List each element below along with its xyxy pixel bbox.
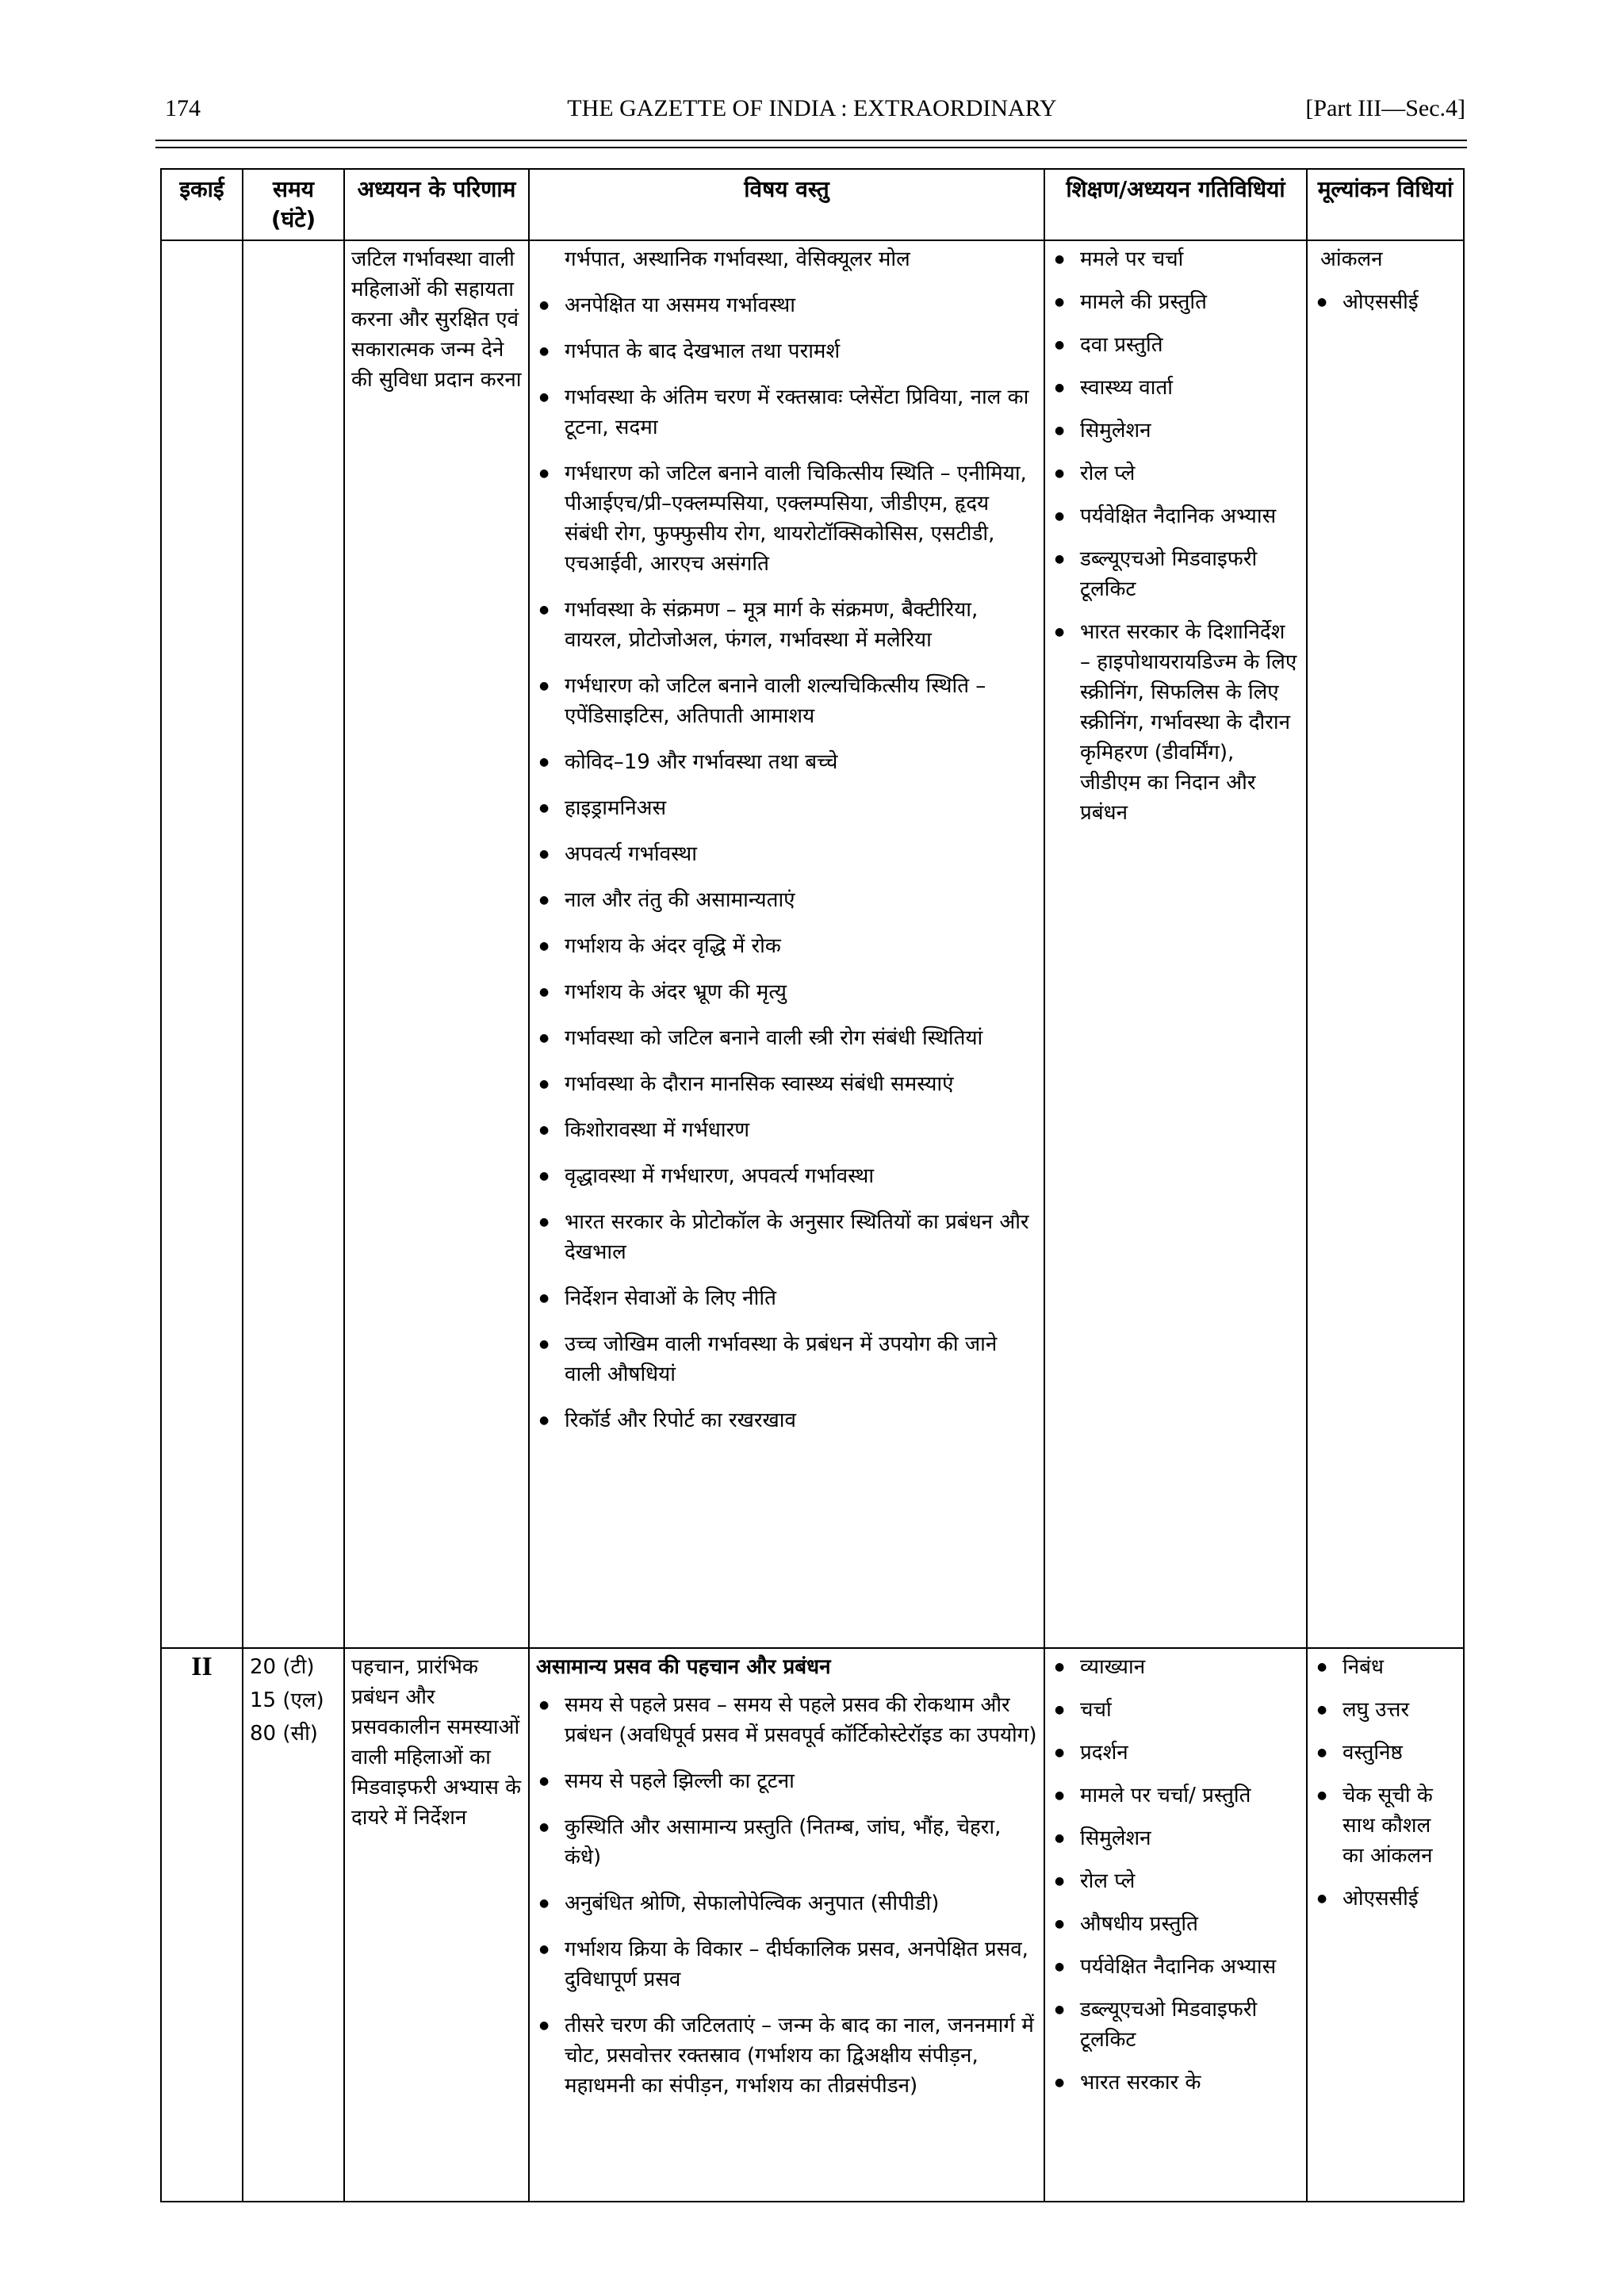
page-header [159,95,1465,135]
content-cell [529,1648,1044,2202]
content-heading: असामान्य प्रसव की पहचान और प्रबंधन [536,1655,831,1679]
list-item: ● भारत सरकार के दिशानिर्देश – हाइपोथायरायडिज्म के लिए स्क्रीनिंग, सिफलिस के लिए स्क्रीनिंग, गर्भावस्था के दौरान कृमिहरण (डीवर्मिंग), जीडीएम का निदान और प्रबंधन [1051,617,1300,828]
list-item: ● रिकॉर्ड और रिपोर्ट का रखरखाव [536,1405,1037,1435]
list-item: गर्भपात, अस्थानिक गर्भावस्था, वेसिक्यूलर मोल [565,247,910,271]
table-header-row [161,169,1464,240]
list-item: ● गर्भधारण को जटिल बनाने वाली चिकित्सीय स्थिति – एनीमिया, पीआईएच/प्री–एक्लम्पसिया, एक्लम्पसिया, जीडीएम, हृदय संबंधी रोग, फुफ्फुसीय रोग, थायरोटॉक्सिकोसिस, एसटीडी, एचआईवी, आरएच असंगति [536,458,1037,579]
list-item: ● औषधीय प्रस्तुति [1051,1909,1300,1939]
list-item: ● गर्भाशय के अंदर वृद्धि में रोक [536,931,1037,961]
list-item: ● मामले की प्रस्तुति [1051,287,1300,317]
hours-value: 20 (टी) [250,1655,315,1679]
list-item: ● अपवर्त्य गर्भावस्था [536,839,1037,869]
list-item: ● व्याख्यान [1051,1652,1300,1682]
list-item: ● पर्यवेक्षित नैदानिक अभ्यास [1051,1952,1300,1982]
hours-cell [243,240,344,1648]
list-item: ● गर्भाशय के अंदर भ्रूण की मृत्यु [536,977,1037,1007]
list-item: ● निर्देशन सेवाओं के लिए नीति [536,1283,1037,1313]
list-item: ● भारत सरकार के [1051,2068,1300,2098]
list-item: ● वृद्धावस्था में गर्भधारण, अपवर्त्य गर्भावस्था [536,1161,1037,1191]
assessment-cell [1307,240,1464,1648]
list-item: ● कुस्थिति और असामान्य प्रस्तुति (नितम्ब, जांघ, भौंह, चेहरा, कंधे) [536,1812,1037,1872]
list-item: ● समय से पहले प्रसव – समय से पहले प्रसव की रोकथाम और प्रबंधन (अवधिपूर्व प्रसव में प्रसवपूर्व कॉर्टिकोस्टेरॉइड का उपयोग) [536,1690,1037,1750]
unit-cell: II [161,1648,243,2202]
gazette-title: THE GAZETTE OF INDIA : EXTRAORDINARY [567,95,1057,121]
list-item: ● निबंध [1314,1652,1457,1682]
list-item: ● गर्भावस्था के अंतिम चरण में रक्तस्रावः प्लेसेंटा प्रिविया, नाल का टूटना, सदमा [536,382,1037,443]
list-item: ● गर्भाशय क्रिया के विकार – दीर्घकालिक प्रसव, अनपेक्षित प्रसव, दुविधापूर्ण प्रसव [536,1934,1037,1995]
list-item: ● ओएससीई [1314,1884,1457,1914]
header-rule-top [155,140,1467,141]
content-list [536,1690,1037,2101]
list-item: ● अनुबंधित श्रोणि, सेफालोपेल्विक अनुपात (सीपीडी) [536,1888,1037,1918]
list-item: ● भारत सरकार के प्रोटोकॉल के अनुसार स्थितियों का प्रबंधन और देखभाल [536,1207,1037,1267]
col-header-activities: शिक्षण/अध्ययन गतिविधियां [1044,169,1307,240]
page-number: 174 [165,95,201,121]
syllabus-table [160,168,1465,2202]
col-header-hours: समय (घंटे) [243,169,344,240]
list-item: ● वस्तुनिष्ठ [1314,1738,1457,1768]
list-item: ● गर्भावस्था के संक्रमण – मूत्र मार्ग के संक्रमण, बैक्टीरिया, वायरल, प्रोटोजोअल, फंगल, गर्भावस्था में मलेरिया [536,595,1037,655]
list-item: आंकलन [1320,247,1383,271]
col-header-content: विषय वस्तु [529,169,1044,240]
activities-list [1051,1652,1300,2098]
list-item: ● रोल प्ले [1051,1866,1300,1896]
list-item: ● चेक सूची के साथ कौशल का आंकलन [1314,1780,1457,1871]
list-item: ● मामले पर चर्चा/ प्रस्तुति [1051,1780,1300,1811]
list-item: ● सिमुलेशन [1051,416,1300,446]
assessment-list [1314,244,1457,317]
list-item: ● ओएससीई [1314,287,1457,317]
list-item: ● उच्च जोखिम वाली गर्भावस्था के प्रबंधन में उपयोग की जाने वाली औषधियां [536,1329,1037,1389]
list-item: ● गर्भधारण को जटिल बनाने वाली शल्यचिकित्सीय स्थिति – एपेंडिसाइटिस, अतिपाती आमाशय [536,671,1037,731]
list-item: ● दवा प्रस्तुति [1051,330,1300,360]
list-item: ● प्रदर्शन [1051,1738,1300,1768]
list-item: ● समय से पहले झिल्ली का टूटना [536,1766,1037,1796]
activities-list [1051,244,1300,828]
table-row [161,1648,1464,2202]
activities-cell [1044,240,1307,1648]
list-item: ● स्वास्थ्य वार्ता [1051,373,1300,403]
list-item: ● ममले पर चर्चा [1051,244,1300,274]
hours-cell [243,1648,344,2202]
hours-value: 15 (एल) [250,1688,324,1712]
list-item: ● डब्ल्यूएचओ मिडवाइफरी टूलकिट [1051,544,1300,604]
unit-cell [161,240,243,1648]
outcome-cell: जटिल गर्भावस्था वाली महिलाओं की सहायता करना और सुरक्षित एवं सकारात्मक जन्म देने की सुविधा प्रदान करना [344,240,529,1648]
activities-cell [1044,1648,1307,2202]
table-row [161,240,1464,1648]
hours-value: 80 (सी) [250,1722,318,1746]
header-rule-bottom [155,147,1467,148]
assessment-list [1314,1652,1457,1914]
assessment-cell [1307,1648,1464,2202]
col-header-assessment: मूल्यांकन विधियां [1307,169,1464,240]
list-item: ● हाइड्रामनिअस [536,793,1037,823]
list-item: ● अनपेक्षित या असमय गर्भावस्था [536,290,1037,320]
list-item: ● सिमुलेशन [1051,1823,1300,1853]
list-item: ● पर्यवेक्षित नैदानिक अभ्यास [1051,501,1300,531]
list-item: ● चर्चा [1051,1695,1300,1725]
list-item: ● किशोरावस्था में गर्भधारण [536,1115,1037,1145]
list-item: ● गर्भावस्था को जटिल बनाने वाली स्त्री रोग संबंधी स्थितियां [536,1023,1037,1053]
part-section: [Part III—Sec.4] [1305,95,1465,121]
list-item: ● रोल प्ले [1051,458,1300,489]
list-item: ● गर्भपात के बाद देखभाल तथा परामर्श [536,336,1037,366]
content-list [536,244,1037,1435]
list-item: ● लघु उत्तर [1314,1695,1457,1725]
list-item: ● गर्भावस्था के दौरान मानसिक स्वास्थ्य संबंधी समस्याएं [536,1069,1037,1099]
content-cell [529,240,1044,1648]
outcome-cell: पहचान, प्रारंभिक प्रबंधन और प्रसवकालीन समस्याओं वाली महिलाओं का मिडवाइफरी अभ्यास के दायरे में निर्देशन [344,1648,529,2202]
list-item: ● नाल और तंतु की असामान्यताएं [536,885,1037,915]
list-item: ● तीसरे चरण की जटिलताएं – जन्म के बाद का नाल, जननमार्ग में चोट, प्रसवोत्तर रक्तस्राव (गर्भाशय का द्विअक्षीय संपीड़न, महाधमनी का संपीड़न, गर्भाशय का तीव्रसंपीडन) [536,2010,1037,2101]
list-item: ● कोविद–19 और गर्भावस्था तथा बच्चे [536,747,1037,777]
list-item: ● डब्ल्यूएचओ मिडवाइफरी टूलकिट [1051,1995,1300,2055]
col-header-outcomes: अध्ययन के परिणाम [344,169,529,240]
col-header-unit: इकाई [161,169,243,240]
